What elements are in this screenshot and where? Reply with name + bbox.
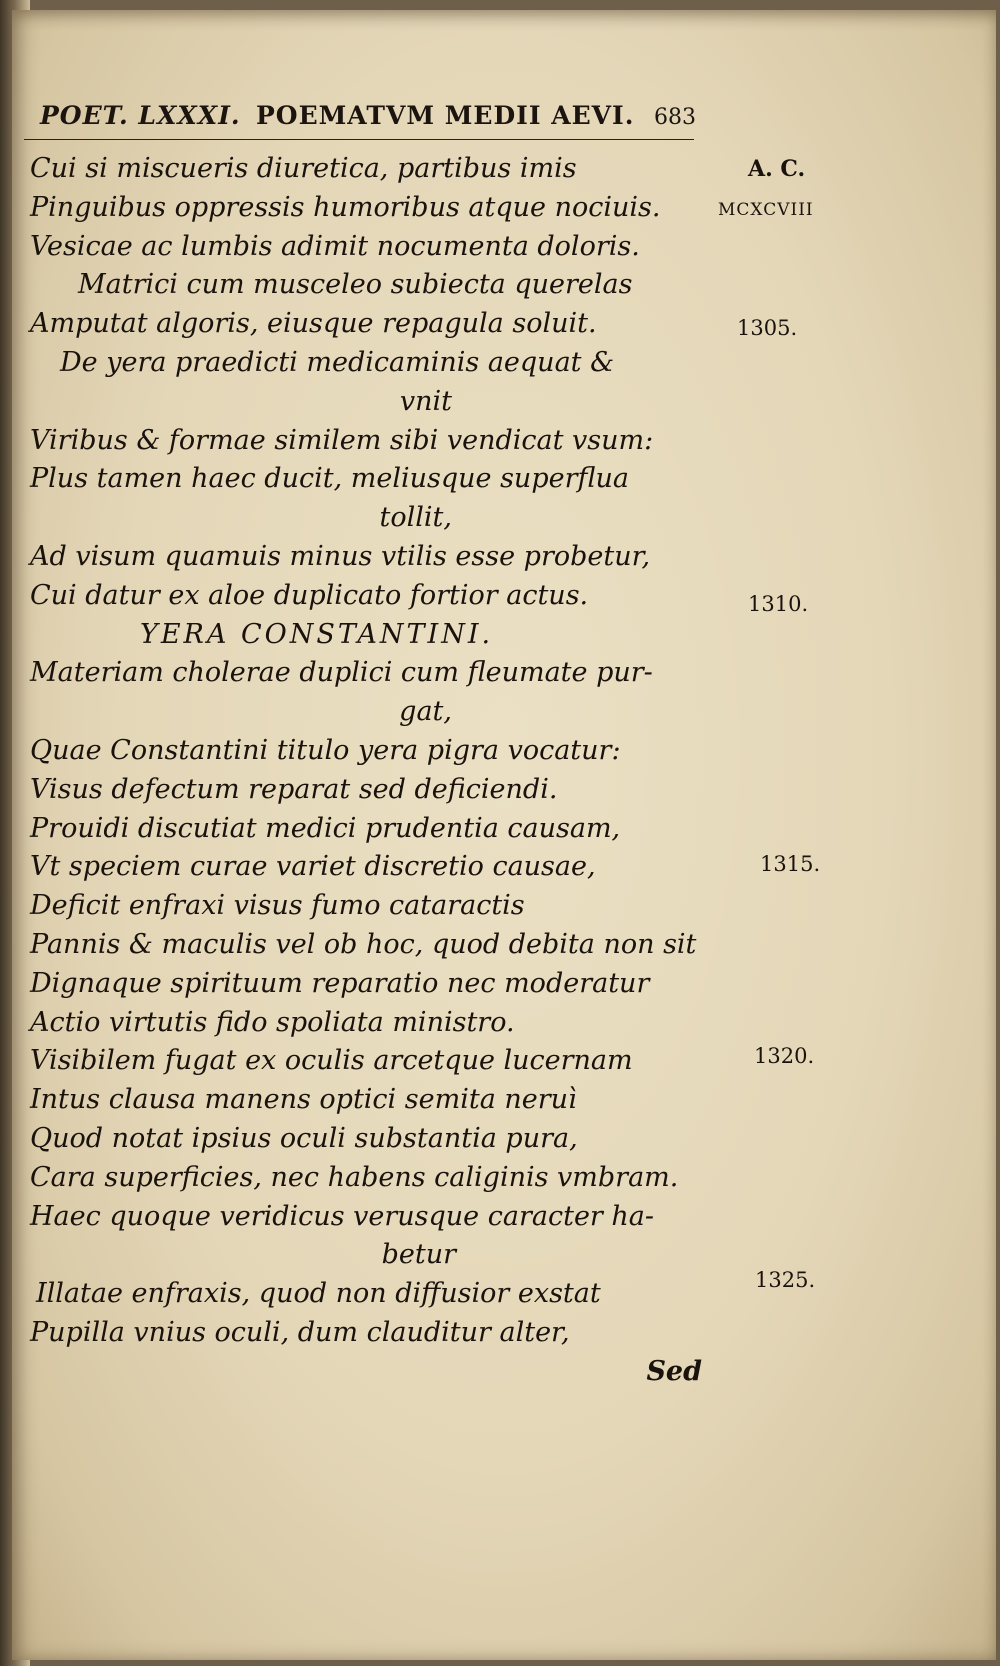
verse-line: Plus tamen haec ducit, meliusque superflua [30, 463, 629, 495]
section-title: YERA CONSTANTINI. [140, 618, 494, 650]
verse-line: Visibilem fugat ex oculis arcetque lucernam [30, 1045, 633, 1077]
verse-continuation: gat, [399, 696, 452, 728]
verse-line: Materiam cholerae duplici cum fleumate pur- [30, 657, 653, 689]
verse-line: Pinguibus oppressis humoribus atque nociuis. [30, 191, 661, 223]
verse-line: Pannis & maculis vel ob hoc, quod debita non sit [30, 928, 697, 960]
page-number: 683 [654, 105, 696, 130]
header-poem-number: POET. LXXXI. [40, 101, 241, 130]
verse-line: Actio virtutis fido spoliata ministro. [30, 1006, 515, 1038]
era-label: A. C. [748, 156, 806, 182]
verse-continuation: vnit [399, 385, 452, 417]
line-number: 1325. [755, 1268, 816, 1292]
catchword: Sed [646, 1355, 702, 1387]
verse-line: Pupilla vnius oculi, dum clauditur alter, [30, 1316, 570, 1348]
era-year: MCXCVIII [718, 200, 814, 220]
line-number: 1320. [754, 1044, 815, 1068]
verse-line: Amputat algoris, eiusque repagula soluit. [30, 308, 597, 340]
verse-line: Vesicae ac lumbis adimit nocumenta doloris. [30, 230, 640, 262]
verse-line: Haec quoque veridicus verusque caracter ha- [30, 1200, 655, 1232]
verse-line: Vt speciem curae variet discretio causae, [30, 851, 596, 883]
verse-line: Deficit enfraxi visus fumo cataractis [30, 890, 525, 922]
verse-line: De yera praedicti medicaminis aequat & [60, 346, 615, 378]
verse-line: Viribus & formae similem sibi vendicat vsum: [30, 424, 654, 456]
line-number: 1315. [760, 852, 821, 876]
verse-continuation: tollit, [379, 502, 452, 534]
verse-line: Matrici cum musceleo subiecta querelas [78, 269, 633, 301]
poem-text [30, 150, 710, 1392]
verse-line: Quod notat ipsius oculi substantia pura, [30, 1122, 578, 1154]
verse-line: Cui si miscueris diuretica, partibus imis [30, 153, 577, 184]
verse-continuation: betur [381, 1239, 456, 1271]
verse-line: Cara superficies, nec habens caliginis vmbram. [30, 1161, 679, 1193]
verse-line: Prouidi discutiat medici prudentia causam, [30, 812, 621, 844]
running-header [24, 95, 694, 140]
verse-line: Intus clausa manens optici semita neruì [30, 1084, 577, 1116]
verse-line: Dignaque spirituum reparatio nec moderatur [30, 967, 650, 999]
verse-line: Illatae enfraxis, quod non diffusior exstat [36, 1278, 601, 1310]
verse-line: Cui datur ex aloe duplicato fortior actus. [30, 579, 589, 611]
header-title: POEMATVM MEDII AEVI. [256, 101, 635, 130]
verse-line: Visus defectum reparat sed deficiendi. [30, 773, 558, 805]
verse-line: Ad visum quamuis minus vtilis esse probetur, [30, 540, 651, 572]
line-number: 1310. [748, 592, 809, 616]
line-number: 1305. [737, 316, 798, 340]
verse-line: Quae Constantini titulo yera pigra vocatur: [30, 734, 621, 766]
